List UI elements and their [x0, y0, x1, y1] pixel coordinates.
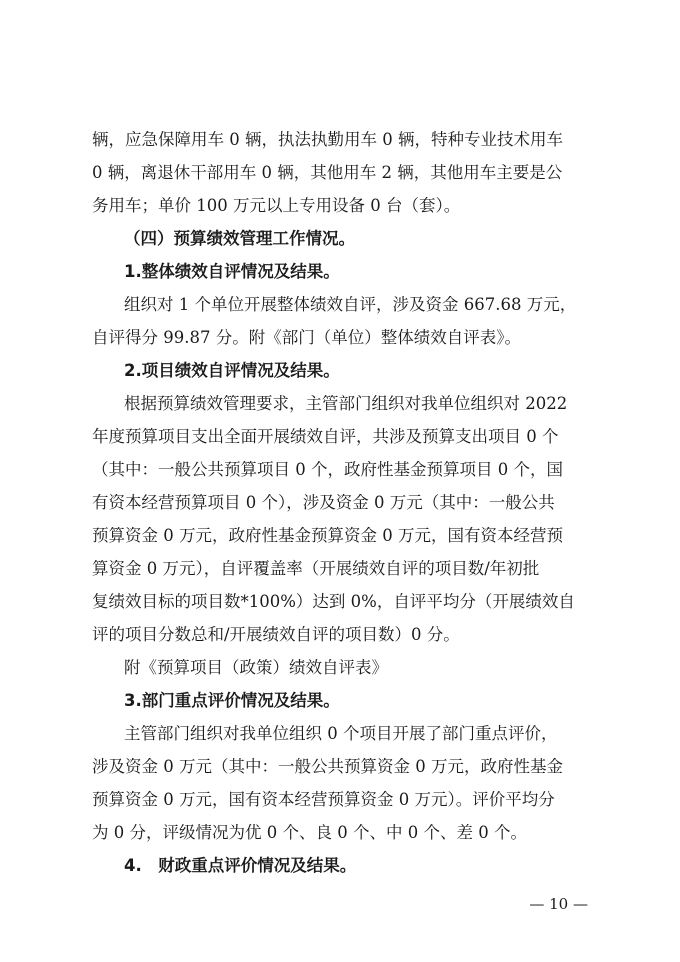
document-page: 辆，应急保障用车 0 辆，执法执勤用车 0 辆，特种专业技术用车 0 辆，离退休干部用车 0 辆，其他用车 2 辆，其他用车主要是公 务用车；单价 100 万元以上专用设备 0 台（套）。 （四）预算绩效管理工作情况。 1.整体绩效自评情况及结果。 组织对 1 个单位开展整体绩效自评，涉及资金 667.68 万元， 自评得分 99.87 分。附《部门（单位）整体绩效自评表》。 2.项目绩效自评情况及结果。 根据预算绩效管理要求，主管部门组织对我单位组织对 2022 年度预算项目支出全面开展绩效自评，共涉及预算支出项目 0 个 （其中：一般公共预算项目 0 个，政府性基金预算项目 0 个，国 有资本经营预算项目 0 个），涉及资金 0 万元（其中：一般公共 预算资金 0 万元，政府性基金预算资金 0 万元，国有资本经营预 算资金 0 万元），自评覆盖率（开展绩效自评的项目数/年初批 复绩效目标的项目数*100%）达到 0%，自评平均分（开展绩效自 评的项目分数总和/开展绩效自评的项目数）0 分。 附《预算项目（政策）绩效自评表》 3.部门重点评价情况及结果。 主管部门组织对我单位组织 0 个项目开展了部门重点评价， 涉及资金 0 万元（其中：一般公共预算资金 0 万元，政府性基金 预算资金 0 万元，国有资本经营预算资金 0 万元）。评价平均分 为 0 分，评级情况为优 0 个、良 0 个、中 0 个、差 0 个。 4. 财政重点评价情况及结果。 — 10 — — [92, 130, 588, 913]
page-number: — 10 — — [529, 895, 588, 913]
